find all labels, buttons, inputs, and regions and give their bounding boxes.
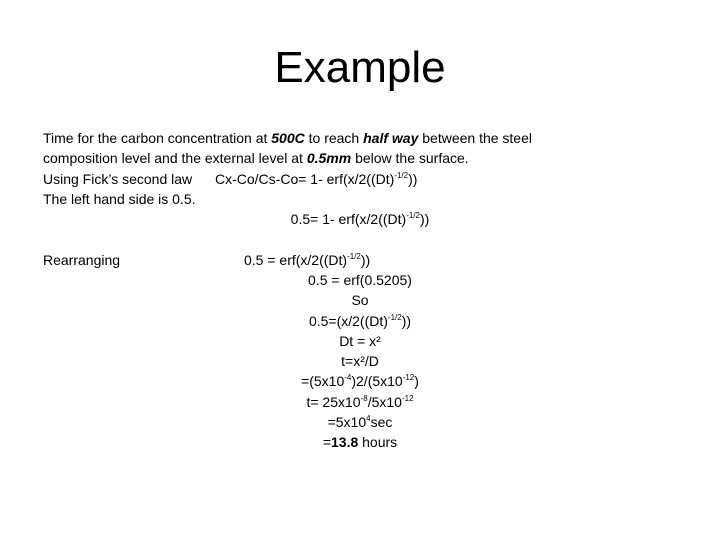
paragraph-line-2: composition level and the external level at 0.5mm below the surface.	[43, 150, 469, 166]
result-value: 13.8	[331, 434, 359, 450]
rearranging-label: Rearranging	[43, 252, 121, 268]
temperature-value: 500C	[271, 130, 305, 146]
depth-value: 0.5mm	[306, 150, 352, 166]
step-3: So	[351, 292, 369, 308]
step-5: Dt = x²	[339, 333, 381, 349]
step-10-result: =13.8 hours	[322, 434, 398, 450]
step-2: 0.5 = erf(0.5205)	[308, 272, 412, 288]
step-7: $=(5x10^{-4})2/(5x10^{-12})$	[301, 373, 419, 389]
equation-half: 0.5= 1- $erf(x/2((Dt)^{-1/2}))$	[290, 211, 430, 227]
step-4: $0.5=(x/2((Dt)^{-1/2}))$	[308, 313, 412, 329]
fick-equation: Cx-Co/Cs-Co= 1- $erf(x/2((Dt)^{-1/2}))$	[215, 171, 418, 187]
fick-law-label: Using Fick’s second law	[43, 171, 193, 187]
left-hand-side-text: The left hand side is 0.5.	[43, 191, 196, 207]
step-9: $=5x10^4\sec$	[327, 414, 393, 430]
step-8: $t= 25x10^{-8}/5x10^{-12}$	[306, 394, 414, 410]
slide-title: Example	[274, 43, 446, 92]
paragraph-line-1: Time for the carbon concentration at 500C to reach half way between the steel	[43, 130, 532, 146]
step-6: t=x²/D	[341, 353, 379, 369]
half-way-emphasis: half way	[363, 130, 419, 146]
step-1: $0.5 = erf(x/2((Dt)^{-1/2}))$	[244, 252, 371, 268]
